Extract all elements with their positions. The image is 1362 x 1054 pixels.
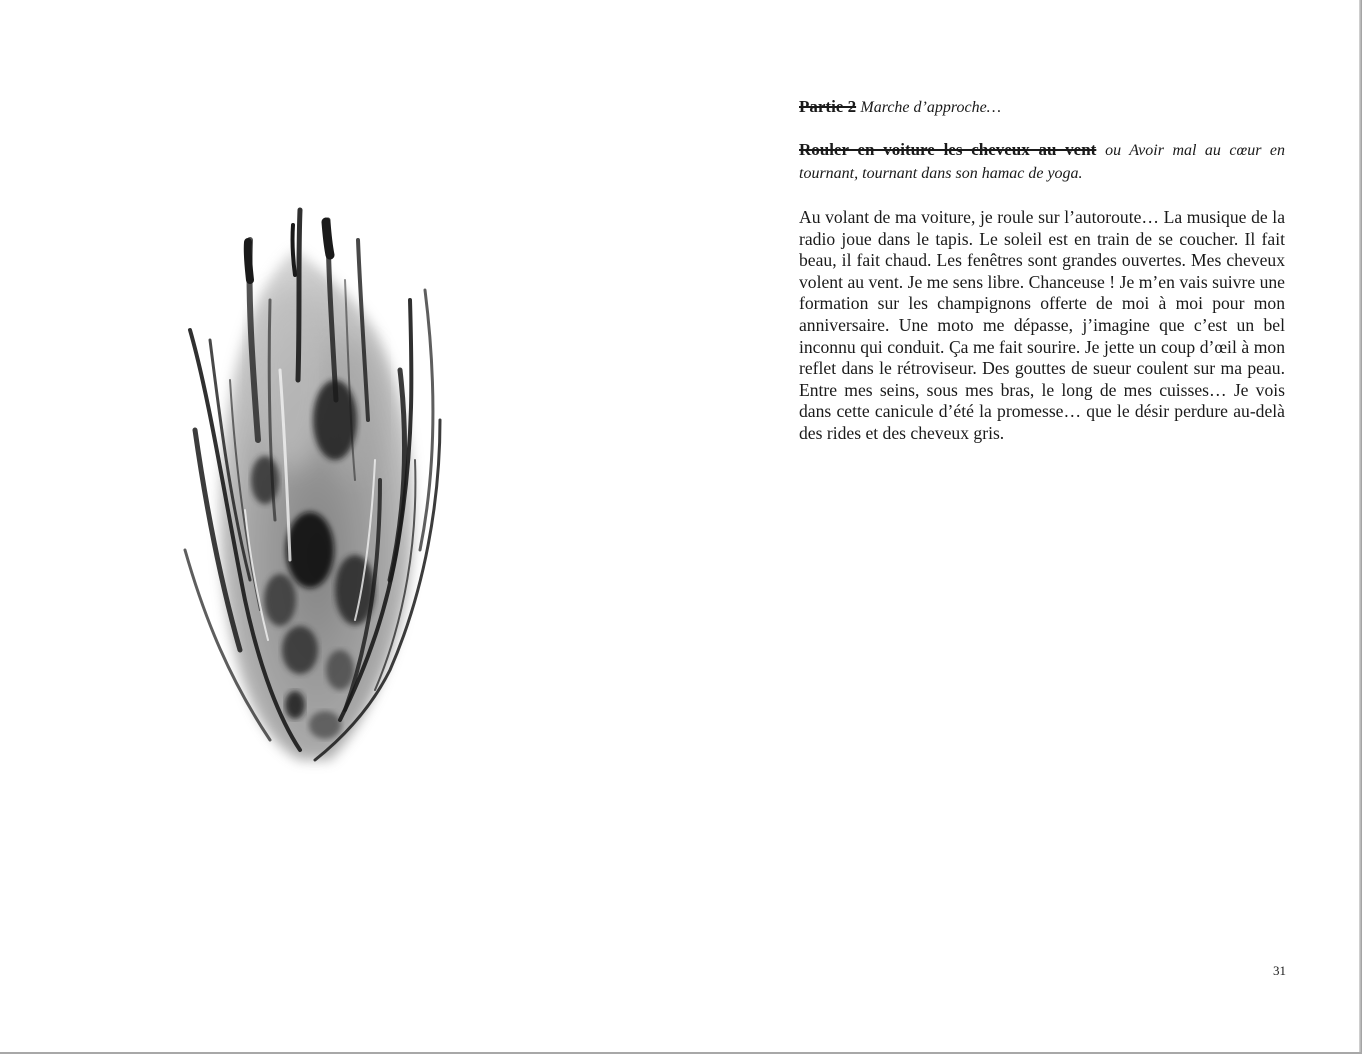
- part-heading: [799, 96, 1285, 119]
- part-subtitle: Marche d’approche…: [860, 99, 1001, 116]
- chapter-title-struck: Rouler en voiture les cheveux au vent: [799, 140, 1097, 159]
- ink-plant-illustration: [150, 180, 490, 780]
- body-paragraph: Au volant de ma voiture, je roule sur l’autoroute… La musique de la radio joue dans le tapis. Le soleil est en train de se coucher. Il fait beau, il fait chaud. Les fenêtres sont grandes ouvertes. Mes cheveux volent au vent. Je me sens libre. Chanceuse ! Je m’en vais suivre une formation sur les champignons offerte de moi à moi pour mon anniversaire. Une moto me dépasse, j’imagine que c’est un bel inconnu qui conduit. Ça me fait sourire. Je jette un coup d’œil à mon reflet dans le rétroviseur. Des gouttes de sueur coulent sur ma peau. Entre mes seins, sous mes bras, le long de mes cuisses… Je vois dans cette canicule d’été la promesse… que le désir perdure au-delà des rides et des cheveux gris.: [799, 207, 1285, 443]
- text-column: [799, 96, 1285, 462]
- chapter-alt-title: ou Avoir mal au cœur en tournant, tournant dans son hamac de yoga.: [799, 142, 1286, 182]
- illustration-artwork: [150, 180, 490, 780]
- page-number: 31: [1273, 963, 1286, 978]
- part-label: Partie 2: [799, 97, 857, 116]
- chapter-title: [799, 139, 1285, 185]
